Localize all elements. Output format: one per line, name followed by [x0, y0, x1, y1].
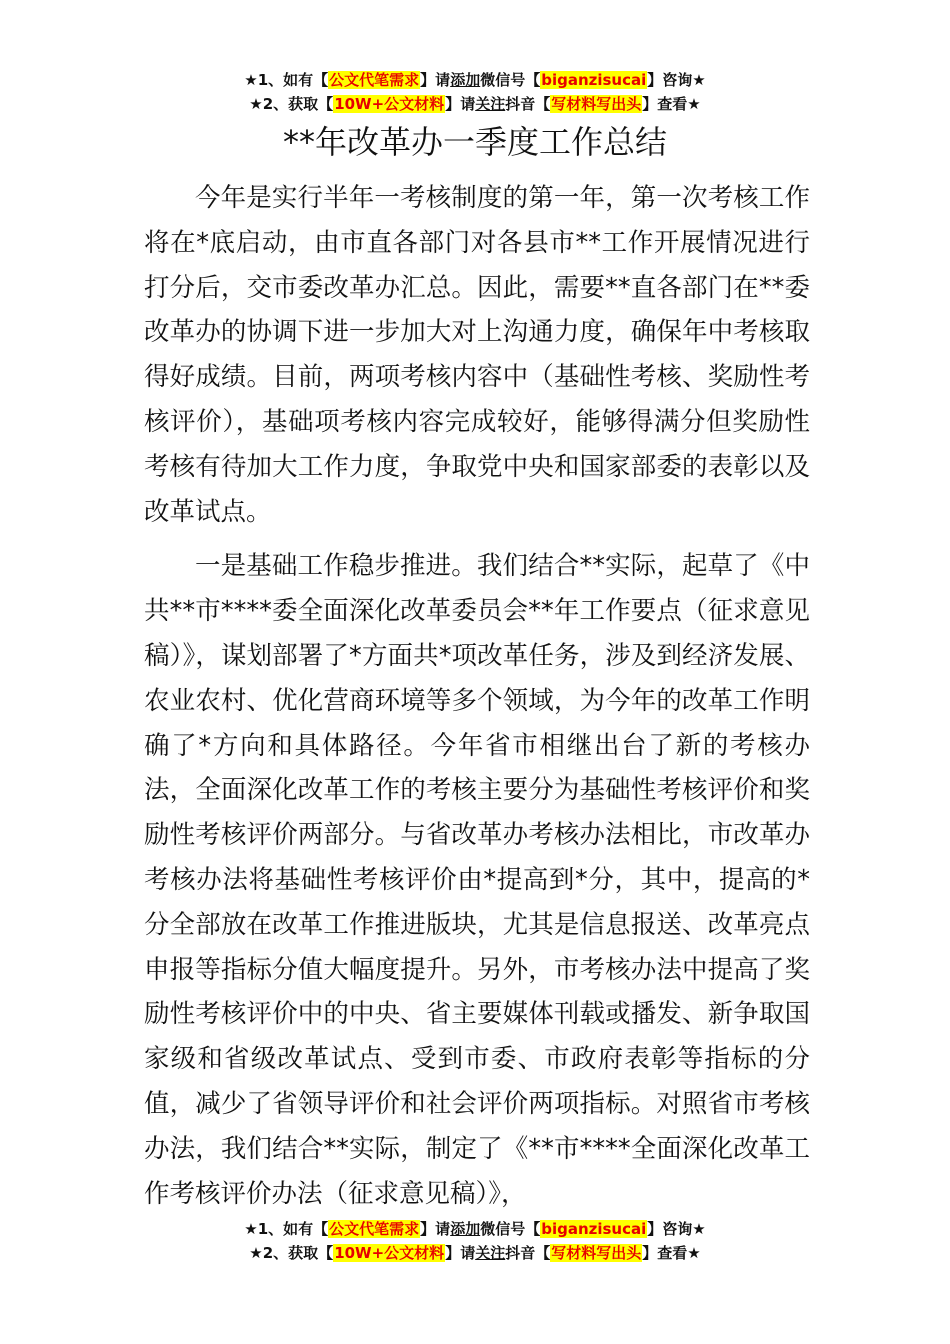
promo-header [0, 68, 950, 116]
promo-footer-line1-underline: 添加 [450, 1220, 481, 1238]
promo-line1-post: 】咨询★ [647, 71, 706, 89]
promo-footer-line2-mid2: 抖音【 [505, 1244, 551, 1262]
promo-line1-mid2: 微信号【 [480, 71, 541, 89]
promo-footer-line1-mid1: 】请 [420, 1220, 451, 1238]
promo-line2-post: 】查看★ [642, 95, 701, 113]
promo-footer-line1-pre: ★1、如有【 [244, 1220, 329, 1238]
promo-footer-line1-post: 】咨询★ [647, 1220, 706, 1238]
promo-line1-pre: ★1、如有【 [244, 71, 329, 89]
paragraph-intro: 今年是实行半年一考核制度的第一年，第一次考核工作将在*底启动，由市直各部门对各县市**工作开展情况进行打分后，交市委改革办汇总。因此，需要**直各部门在**委改革办的协调下进一步加大对上沟通力度，确保年中考核取得好成绩。目前，两项考核内容中（基础性考核、奖励性考核评价），基础项考核内容完成较好，能够得满分但奖励性考核有待加大工作力度，争取党中央和国家部委的表彰以及改革试点。 [144, 183, 810, 527]
promo-footer-line2-mid1: 】请 [445, 1244, 476, 1262]
promo-footer-line1-highlight-service: 公文代笔需求 [329, 1220, 420, 1238]
promo-footer-line2-highlight-douyin: 写材料写出头 [551, 1244, 642, 1262]
promo-line-1 [0, 68, 950, 92]
promo-line2-highlight-douyin: 写材料写出头 [551, 95, 642, 113]
promo-line1-mid1: 】请 [420, 71, 451, 89]
promo-line2-pre: ★2、获取【 [249, 95, 334, 113]
promo-footer-line-2 [0, 1241, 950, 1265]
paragraph-basic-work: 一是基础工作稳步推进。我们结合**实际，起草了《中共**市****委全面深化改革委员会**年工作要点（征求意见稿）》，谋划部署了*方面共*项改革任务，涉及到经济发展、农业农村、优化营商环境等多个领域，为今年的改革工作明确了*方向和具体路径。今年省市相继出台了新的考核办法，全面深化改革工作的考核主要分为基础性考核评价和奖励性考核评价两部分。与省改革办考核办法相比，市改革办考核办法将基础性考核评价由*提高到*分，其中，提高的*分全部放在改革工作推进版块，尤其是信息报送、改革亮点申报等指标分值大幅度提升。另外，市考核办法中提高了奖励性考核评价中的中央、省主要媒体刊载或播发、新争取国家级和省级改革试点、受到市委、市政府表彰等指标的分值，减少了省领导评价和社会评价两项指标。对照省市考核办法，我们结合**实际，制定了《**市****全面深化改革工作考核评价办法（征求意见稿）》， [144, 551, 810, 1209]
promo-line1-underline: 添加 [450, 71, 481, 89]
promo-footer [0, 1217, 950, 1265]
promo-line1-highlight-wechat: biganzisucai [541, 71, 647, 89]
promo-line2-mid2: 抖音【 [505, 95, 551, 113]
promo-line1-highlight-service: 公文代笔需求 [329, 71, 420, 89]
promo-line2-highlight-materials: 10W+公文材料 [334, 95, 445, 113]
document-body [144, 176, 810, 1226]
promo-footer-line2-post: 】查看★ [642, 1244, 701, 1262]
promo-footer-line1-mid2: 微信号【 [480, 1220, 541, 1238]
promo-footer-line-1 [0, 1217, 950, 1241]
promo-line2-underline: 关注 [475, 95, 506, 113]
promo-line2-mid1: 】请 [445, 95, 476, 113]
promo-footer-line2-pre: ★2、获取【 [249, 1244, 334, 1262]
promo-footer-line2-underline: 关注 [475, 1244, 506, 1262]
promo-footer-line1-highlight-wechat: biganzisucai [541, 1220, 647, 1238]
promo-footer-line2-highlight-materials: 10W+公文材料 [334, 1244, 445, 1262]
document-title: **年改革办一季度工作总结 [282, 123, 667, 161]
promo-line-2 [0, 92, 950, 116]
